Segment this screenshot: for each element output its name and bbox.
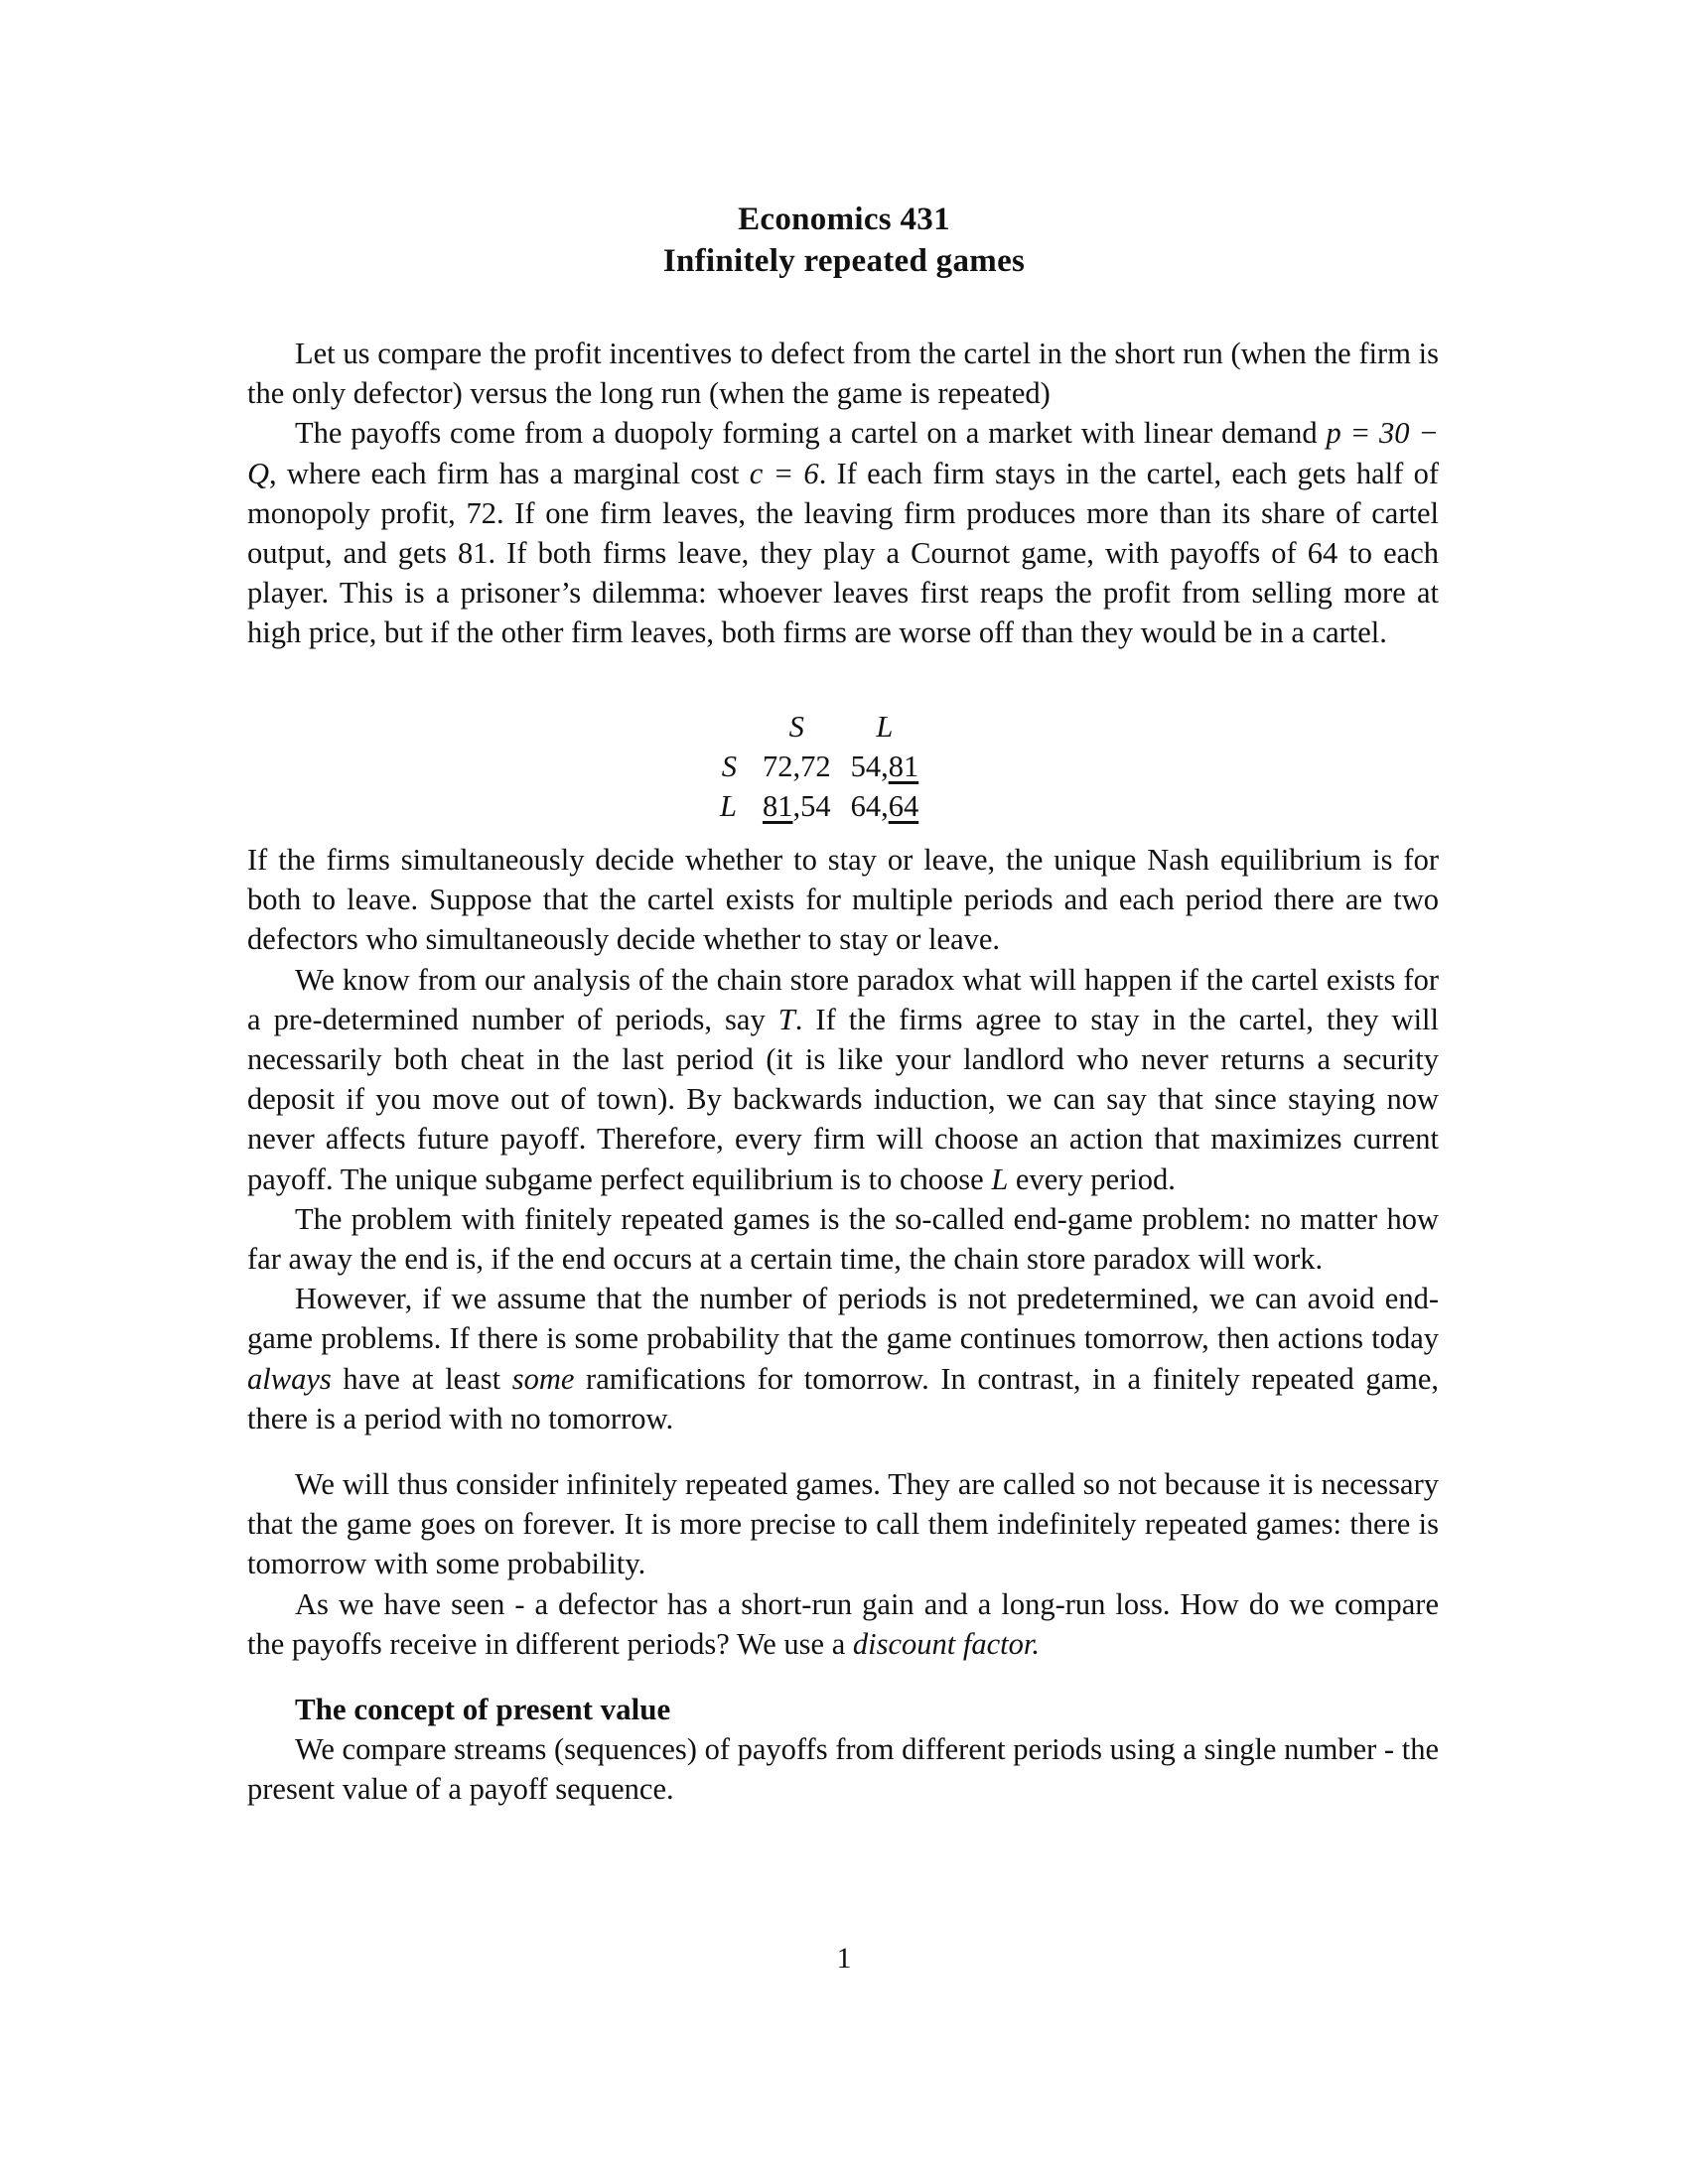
payoff-table xyxy=(710,707,928,826)
row-label-leave: L xyxy=(720,789,737,823)
math-symbol: T xyxy=(777,1002,795,1036)
text-span: , where each firm has a marginal cost xyxy=(269,456,750,490)
section-heading: The concept of present value xyxy=(295,1692,671,1727)
text-span: We know from our analysis of the chain store paradox what will happen if the cartel exists for a pre-determined number of periods, say xyxy=(247,962,1439,1036)
equation-demand: p = 30 − Q xyxy=(247,416,1439,490)
paragraph-gap xyxy=(247,1664,1439,1690)
payoff-cell-ll: 64,64 xyxy=(850,789,919,823)
text-span: . If each firm stays in the cartel, each gets half of monopoly profit, 72. If one firm leaves, the leaving firm produces more than its share of cartel output, and gets 81. If both firms leave, they play a Cournot game, with payoffs of 64 to each player. This is a prisoner’s dilemma: whoever leaves first reaps the profit from selling more at high price, but if the other firm leaves, both firms are worse off than they would be in a cartel. xyxy=(247,456,1439,650)
text-span: As we have seen - a defector has a short-run gain and a long-run loss. How do we compare the payoffs receive in different periods? We use a xyxy=(247,1586,1439,1661)
payoff-cell-ls: 81,54 xyxy=(762,789,831,823)
col-label-leave: L xyxy=(876,710,894,744)
main-section xyxy=(247,840,1439,1809)
text-span: . If the firms agree to stay in the cartel, they will necessarily both cheat in the last period (it is like your landlord who never returns a security deposit if you move out of town). By backwards induction, we can say that since staying now never affects future payoff. Therefore, every firm will choose an action that maximizes current payoff. The unique subgame perfect equilibrium is to choose xyxy=(247,1002,1439,1196)
text-span: every period. xyxy=(1008,1161,1176,1196)
text-span: The payoffs come from a duopoly forming a cartel on a market with linear demand xyxy=(295,416,1327,451)
payoff-value-best-response: 81 xyxy=(762,789,793,823)
payoff-cell-ss: 72,72 xyxy=(762,750,831,783)
course-title: Economics 431 xyxy=(738,202,950,237)
payoff-value: 64 xyxy=(850,789,882,823)
page-number: 1 xyxy=(836,1942,852,1975)
payoff-value-best-response: 81 xyxy=(888,750,919,783)
paragraph-indefinite xyxy=(247,1279,1439,1438)
text-span: ramifications for tomorrow. In contrast, in a finitely repeated game, there is a period with no tomorrow. xyxy=(247,1361,1439,1435)
payoff-header-row xyxy=(710,707,928,747)
paragraph-gap xyxy=(247,1438,1439,1464)
emphasis: some xyxy=(511,1361,575,1396)
payoff-row xyxy=(710,786,928,826)
payoff-value: 72 xyxy=(800,750,831,783)
paragraph-discount xyxy=(247,1584,1439,1664)
paragraph-chain-store xyxy=(247,960,1439,1199)
payoff-value: 54 xyxy=(850,750,882,783)
corner-cell xyxy=(710,707,753,747)
math-symbol: L xyxy=(991,1161,1009,1196)
title-block xyxy=(0,199,1688,282)
paragraph-infinite: We will thus consider infinitely repeated games. They are called so not because it is necessary that the game goes on forever. It is more precise to call them indefinitely repeated games: there is tomorrow with some probability. xyxy=(247,1467,1439,1581)
payoff-value-best-response: 64 xyxy=(888,789,919,823)
payoff-row xyxy=(710,747,928,786)
payoff-matrix xyxy=(0,707,1688,831)
emphasis: discount factor. xyxy=(852,1626,1040,1661)
text-span: However, if we assume that the number of periods is not predetermined, we can avoid end-game problems. If there is some probability that the game continues tomorrow, then actions today xyxy=(247,1282,1439,1356)
text-span: have at least xyxy=(331,1361,512,1396)
payoff-value: 72 xyxy=(762,750,793,783)
paragraph-end-game: The problem with finitely repeated games is the so-called end-game problem: no matter how far away the end is, if the end occurs at a certain time, the chain store paradox will work. xyxy=(247,1201,1439,1277)
payoff-value: 54 xyxy=(800,789,831,823)
col-label-stay: S xyxy=(788,710,804,744)
paragraph-payoffs xyxy=(247,413,1439,652)
paragraph-present-value: We compare streams (sequences) of payoffs from different periods using a single number - the present value of a payoff sequence. xyxy=(247,1732,1439,1807)
row-label-stay: S xyxy=(721,750,737,783)
paragraph-nash: If the firms simultaneously decide whether to stay or leave, the unique Nash equilibrium is for both to leave. Suppose that the cartel exists for multiple periods and each period there are two defectors who simultaneously decide whether to stay or leave. xyxy=(247,843,1439,957)
paragraph-intro: Let us compare the profit incentives to defect from the cartel in the short run (when the firm is the only defector) versus the long run (when the game is repeated) xyxy=(247,337,1439,411)
topic-title: Infinitely repeated games xyxy=(662,243,1026,279)
emphasis: always xyxy=(247,1361,332,1396)
payoff-cell-sl: 54,81 xyxy=(850,750,919,783)
intro-section xyxy=(247,334,1439,653)
equation-marginal-cost: c = 6 xyxy=(749,456,819,490)
